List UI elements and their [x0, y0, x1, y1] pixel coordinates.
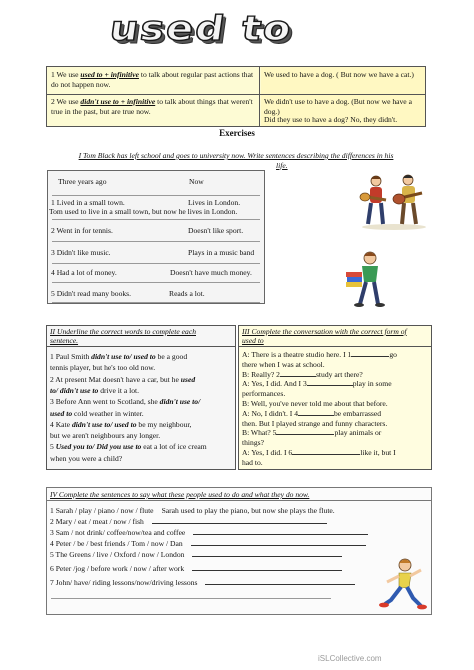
item-now: Plays in a music band — [188, 248, 255, 257]
answer-line[interactable] — [191, 539, 366, 546]
item-then: 5 Didn't read many books. — [51, 289, 132, 298]
gap-blank[interactable] — [307, 379, 353, 386]
dialogue-line — [242, 399, 388, 408]
sentence-text: 2 At present Mat doesn't have a car, but he — [50, 374, 181, 384]
answer-line[interactable] — [51, 598, 331, 599]
part2-line — [50, 431, 160, 440]
rule-2: 2 We use didn't use to + infinitive to talk about things that weren't true in the past, but are true now. — [51, 97, 253, 116]
rule-1: 1 We use used to + infinitive to talk about regular past actions that do not happen now. — [51, 70, 254, 89]
part2-header-line2: sentence. — [50, 336, 79, 345]
answer-line — [52, 282, 260, 283]
item-prompt: 3 Sam / not drink/ coffee/now/tea and coffee — [50, 528, 186, 537]
part1-instruction-line2: life. — [276, 160, 288, 170]
answer-line — [52, 263, 260, 264]
dialogue-text: like it, but I — [360, 448, 396, 457]
gap-blank[interactable] — [276, 428, 334, 435]
grammar-examples — [261, 67, 425, 126]
item-prompt: 5 The Greens / live / Oxford / now / London — [50, 550, 185, 559]
example-answer: Tom used to live in a small town, but now he lives in London. — [49, 207, 238, 216]
item-now: Doesn't have much money. — [170, 268, 252, 277]
exercise-item — [50, 550, 428, 559]
exercise-item — [50, 578, 428, 587]
dialogue-line — [242, 360, 325, 369]
part2-line — [50, 375, 195, 384]
dialogue-text: study art there? — [315, 369, 363, 379]
footer-watermark: iSLCollective.com — [318, 654, 382, 663]
part3-header-line1: III Complete the conversation with the correct form of — [242, 327, 407, 336]
answer-option: to/ didn't use to — [50, 385, 99, 395]
answer-option: didn't use to/ used to — [71, 419, 137, 429]
part2-line — [50, 397, 200, 406]
dialogue-text: B: What? 5 — [242, 428, 277, 438]
part1-instruction-line1: I Tom Black has left school and goes to university now. Write sentences describing the differences in his — [78, 151, 394, 160]
exercises-title: Exercises — [219, 128, 255, 138]
item-now: Lives in London. — [188, 198, 241, 207]
sentence-text: tennis player, but he's too old now. — [50, 363, 156, 373]
item-prompt: 4 Peter / be / best friends / Tom / now / Dan — [50, 539, 183, 548]
dialogue-text: B: Really? 2 — [242, 369, 280, 379]
sentence-text: but we aren't neighbours any longer. — [50, 431, 161, 441]
dialogue-text: A: There is a theatre studio here. I 1 — [242, 350, 352, 359]
part2-header — [47, 326, 235, 347]
part2-header-line1: II Underline the correct words to complete each — [50, 327, 196, 336]
item-prompt: 7 John/ have/ riding lessons/now/driving lessons — [50, 578, 198, 587]
dialogue-line — [242, 438, 264, 447]
part1-table — [47, 170, 265, 304]
item-now: Doesn't like sport. — [188, 226, 244, 235]
dialogue-text: performances. — [242, 389, 286, 399]
sentence-text: when you were a child? — [50, 453, 123, 463]
answer-option: Used you to/ Did you use to — [55, 442, 142, 452]
runner-illustration — [377, 556, 427, 612]
dialogue-text: go — [389, 350, 397, 359]
sentence-text: eat a lot of ice cream — [141, 442, 207, 452]
dialogue-line — [242, 389, 285, 398]
dialogue-text: A: No, I didn't. I 4 — [242, 408, 298, 418]
gap-blank[interactable] — [280, 370, 316, 377]
dialogue-text: play animals or — [334, 428, 382, 438]
item-prompt: 1 Sarah / play / piano / now / flute — [50, 506, 154, 515]
part2-line — [50, 442, 207, 451]
part1-instruction — [46, 151, 426, 170]
gap-blank[interactable] — [298, 409, 334, 416]
grammar-divider — [47, 94, 425, 95]
answer-line[interactable] — [192, 550, 342, 557]
item-prompt: 6 Peter /jog / before work / now / after work — [50, 564, 185, 573]
part2-line — [50, 409, 144, 418]
answer-line[interactable] — [192, 564, 342, 571]
example-1: We used to have a dog. ( But now we have a cat.) — [264, 70, 414, 79]
dialogue-text: then. But I played strange and funny characters. — [242, 418, 388, 428]
answer-line[interactable] — [152, 517, 327, 524]
item-answer: Sarah used to play the piano, but now she plays the flute. — [161, 506, 335, 515]
answer-line — [52, 219, 260, 220]
dialogue-text: things? — [242, 438, 264, 448]
sentence-text: 4 Kate — [50, 419, 72, 429]
col-then-header: Three years ago — [58, 177, 107, 186]
dialogue-line — [242, 428, 381, 437]
dialogue-line — [242, 409, 381, 418]
dialogue-text: B: Well, you've never told me about that before. — [242, 399, 388, 408]
student-illustration — [340, 250, 388, 308]
part4-box — [46, 487, 432, 615]
part4-header: IV Complete the sentences to say what these people used to do and what they do now. — [47, 488, 431, 501]
sentence-text: cold weather in winter. — [72, 408, 144, 418]
item-prompt: 2 Mary / eat / meat / now / fish — [50, 517, 144, 526]
exercise-item — [50, 517, 428, 526]
answer-option: didn't use to/ — [159, 397, 201, 407]
dialogue-text: A: Yes, I did. I 6 — [242, 448, 293, 457]
dialogue-text: had to. — [242, 457, 263, 467]
exercise-item — [50, 506, 428, 515]
answer-option: didn't use to/ used to — [91, 352, 156, 361]
sentence-text: be a good — [155, 352, 188, 361]
example-2a: We didn't use to have a dog. (But now we have a dog.) — [264, 97, 412, 116]
item-then: 2 Went in for tennis. — [51, 226, 113, 235]
sentence-text: drive it a lot. — [98, 385, 140, 395]
part2-line — [50, 352, 187, 361]
gap-blank[interactable] — [292, 448, 360, 455]
part2-line — [50, 386, 139, 395]
dialogue-line — [242, 379, 392, 388]
dialogue-text: there when I was at school. — [242, 359, 325, 369]
answer-line — [52, 195, 260, 196]
grammar-rules — [47, 67, 260, 126]
musicians-illustration — [356, 172, 432, 230]
part2-line — [50, 363, 155, 372]
item-then: 4 Had a lot of money. — [51, 268, 117, 277]
dialogue-line — [242, 370, 363, 379]
part2-line — [50, 420, 191, 429]
example-2b: Did they use to have a dog? No, they didn't. — [264, 115, 398, 124]
exercise-item — [50, 539, 428, 548]
exercise-item — [50, 564, 428, 573]
exercise-item — [50, 528, 428, 537]
sentence-text: 3 Before Ann went to Scotland, she — [50, 397, 160, 407]
gap-blank[interactable] — [351, 350, 389, 357]
part3-box — [238, 325, 432, 470]
dialogue-line — [242, 448, 396, 457]
answer-line[interactable] — [205, 578, 355, 585]
dialogue-line — [242, 458, 263, 467]
part2-box — [46, 325, 236, 470]
answer-line[interactable] — [193, 528, 368, 535]
sentence-text: 5 — [50, 442, 56, 452]
grammar-box — [46, 66, 426, 127]
item-then: 3 Didn't like music. — [51, 248, 111, 257]
sentence-text: be my neighbour, — [136, 419, 192, 429]
title-text: used to — [107, 9, 296, 49]
dialogue-line — [242, 419, 387, 428]
item-then: 1 Lived in a small town. — [51, 198, 125, 207]
part2-line — [50, 454, 122, 463]
part3-header — [239, 326, 431, 347]
sentence-text: 1 Paul Smith — [50, 352, 92, 361]
worksheet-title — [107, 4, 360, 54]
answer-line — [52, 302, 260, 303]
dialogue-line — [242, 350, 397, 359]
answer-option: used to — [50, 408, 73, 418]
dialogue-text: A: Yes, I did. And I 3 — [242, 379, 307, 389]
col-now-header: Now — [189, 177, 204, 186]
answer-line — [52, 241, 260, 242]
dialogue-text: be embarrassed — [334, 408, 382, 418]
part3-header-line2: used to — [242, 336, 264, 345]
answer-option: used — [180, 374, 196, 384]
dialogue-text: play in some — [352, 379, 392, 389]
item-now: Reads a lot. — [169, 289, 205, 298]
